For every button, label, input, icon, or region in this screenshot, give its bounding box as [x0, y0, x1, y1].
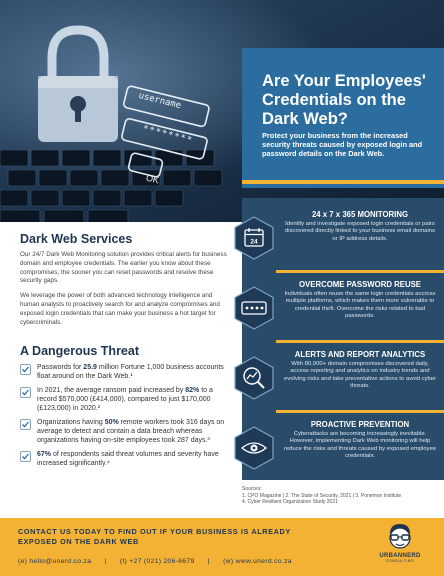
feature-title: 24 x 7 x 365 MONITORING [311, 210, 409, 219]
list-item [20, 450, 228, 468]
dark-web-services-heading: Dark Web Services [20, 232, 133, 246]
feature-description: Cyberattacks are becoming increasingly inevitable. However, implementing Dark Web monitoring will help reduce the risks and threats caused by exposed employee credentials. [283, 431, 437, 460]
contact-line [18, 558, 358, 565]
feature-title: ALERTS AND REPORT ANALYTICS [294, 350, 426, 359]
feature-title: OVERCOME PASSWORD REUSE [298, 280, 422, 289]
stat-text: 67% of respondents said threat volumes and severity have increased significantly.⁴ [37, 451, 219, 468]
password-icon [232, 286, 276, 330]
company-logo [372, 522, 428, 572]
feature-divider [276, 340, 444, 343]
separator: | [104, 558, 107, 565]
sources-label: Sources: [242, 486, 262, 492]
logo-name: URBANNERD [379, 553, 421, 559]
page-title: Are Your Employees' Credentials on the Dark Web? [262, 72, 426, 128]
hero-subtitle: Protect your business from the increased security threats caused by exposed login and password details on the Dark Web. [262, 131, 423, 158]
feature-description: Individuals often reuse the same login credentials accross multiple platforms, which makes them more vulnerable to credential theft. Overcome the risks related to bad passwords. [284, 291, 436, 320]
photo-ok-label: OK [144, 172, 161, 186]
feature-alerts-analytics [232, 346, 444, 408]
sources-line: 1. CPO Magazine | 2. The State of Security, 2021 | 3. Ponemon Institute [242, 492, 402, 499]
calendar-icon [232, 216, 276, 260]
call-to-action: CONTACT US TODAY TO FIND OUT IF YOUR BUSINESS IS ALREADY EXPOSED ON THE DARK WEB [18, 527, 291, 546]
threat-stats-list [20, 363, 228, 468]
magnifier-chart-icon [232, 356, 276, 400]
eye-shield-icon [232, 426, 276, 470]
stat-text: In 2021, the average ransom paid increased by 82% to a record $570,000 (£414,000), compared to just $170,000 (£123,000) in 2020.² [37, 387, 213, 413]
feature-description: With 80,000+ domain compromises discovered daily, access reporting and analytics on industry trends and evolving risks and take preventative actions to avoid cyber threats. [284, 361, 436, 390]
separator: | [207, 558, 210, 565]
list-item [20, 386, 228, 413]
email-link[interactable]: (e) hello@unerd.co.za [18, 558, 92, 565]
feature-divider [276, 410, 444, 413]
list-item [20, 363, 228, 381]
sources-list [242, 486, 442, 506]
footer-bar [0, 518, 444, 576]
sources-line: 4. Cyber Resilient Organization Study 2021 [242, 499, 338, 505]
list-item [20, 418, 228, 445]
feature-title: PROACTIVE PREVENTION [310, 420, 410, 429]
nerd-face-icon [385, 522, 415, 552]
phone-link[interactable]: (t) +27 (021) 206-6679 [119, 558, 195, 565]
feature-divider [276, 270, 444, 273]
checkbox-icon [20, 419, 31, 430]
intro-paragraph-1: Our 24/7 Dark Web Monitoring solution provides critical alerts for business domain and employee credentials. The earlier you know about these compromises, the sooner you can reset passwords and resolve these security gaps. [20, 251, 227, 285]
logo-tagline: CONSULTING [385, 559, 415, 563]
svg-text:24: 24 [250, 238, 258, 246]
stat-text: Passwords for 25.9 million Fortune 1,000 business accounts float around on the Dark Web.¹ [37, 364, 224, 381]
stat-text: Organizations having 50% remote workers took 316 days on average to detect and contain a data breach whereas organizations having on-site employees took 287 days.³ [37, 419, 225, 445]
left-column [20, 232, 228, 468]
photo-password-label: ******** [141, 123, 194, 147]
checkbox-icon [20, 451, 31, 462]
hero-accent-stripe [242, 180, 444, 184]
feature-monitoring [232, 206, 444, 268]
website-link[interactable]: (w) www.unerd.co.za [223, 558, 292, 565]
checkbox-icon [20, 387, 31, 398]
dangerous-threat-heading: A Dangerous Threat [20, 344, 140, 359]
feature-description: Identify and investigate exposed login credentials or pairs discovered directly linked to your business email domains or IP address details. [285, 221, 435, 242]
hero-banner [0, 0, 444, 222]
feature-proactive-prevention [232, 416, 444, 478]
feature-password-reuse [232, 276, 444, 338]
intro-paragraph-2: We leverage the power of both advanced technology intelligence and human analysts to proactively search for and analyze compromises and exposed login credentials that can make your business a hot target for cybercriminals. [20, 292, 220, 326]
checkbox-icon [20, 364, 31, 375]
photo-username-label: username [137, 90, 182, 112]
